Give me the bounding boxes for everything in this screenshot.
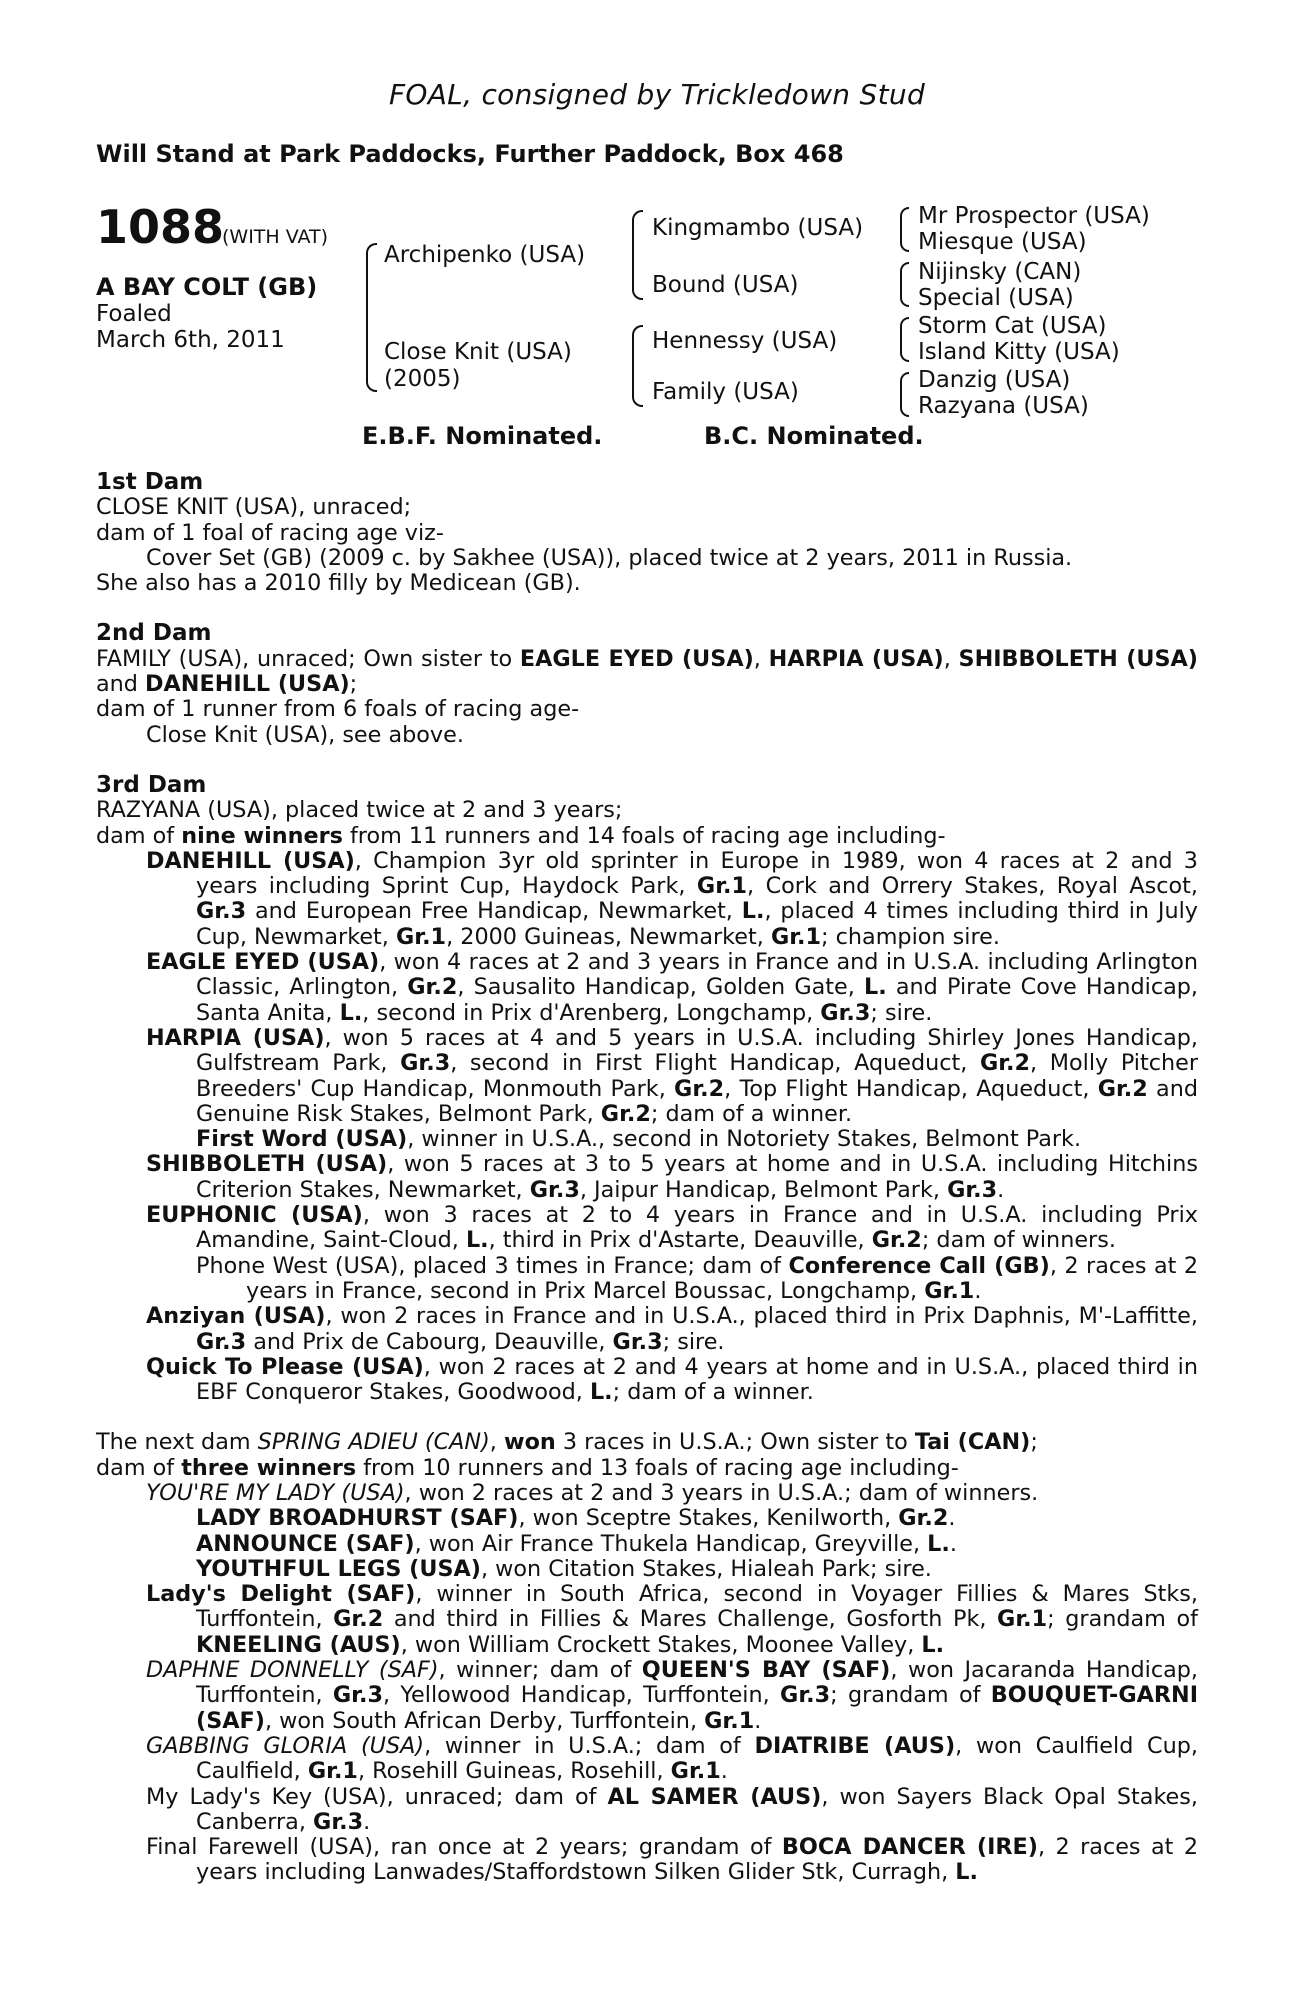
text-line: dam of three winners from 10 runners and 13 foals of racing age including-	[96, 1454, 959, 1481]
first-dam-section	[96, 470, 1198, 596]
pedigree-brace	[632, 325, 643, 407]
produce-entry: Quick To Please (USA), won 2 races at 2 and 4 years at home and in U.S.A., placed third in EBF Conqueror Stakes, Goodwood, L.; dam of a winner.	[146, 1353, 1199, 1406]
next-dam-section	[96, 1430, 1198, 1885]
produce-entry: LADY BROADHURST (SAF), won Sceptre Stakes, Kenilworth, Gr.2.	[196, 1505, 956, 1532]
foaled-label: Foaled	[96, 301, 172, 327]
text-line: Cover Set (GB) (2009 c. by Sakhee (USA)), placed twice at 2 years, 2011 in Russia.	[146, 544, 1073, 571]
text-line: dam of nine winners from 11 runners and 14 foals of racing age including-	[96, 822, 946, 849]
stand-location: Will Stand at Park Paddocks, Further Paddock, Box 468	[96, 140, 844, 168]
vat-note: (WITH VAT)	[222, 226, 329, 248]
dss: Storm Cat (USA)	[918, 313, 1107, 339]
text-line: dam of 1 foal of racing age viz-	[96, 519, 444, 546]
ssd: Miesque (USA)	[918, 229, 1087, 255]
second-dam-section	[96, 621, 1198, 747]
produce-entry: ANNOUNCE (SAF), won Air France Thukela Handicap, Greyville, L..	[196, 1530, 957, 1557]
sire-dam: Bound (USA)	[652, 272, 799, 298]
produce-entry: YOUTHFUL LEGS (USA), won Citation Stakes, Hialeah Park; sire.	[196, 1555, 932, 1582]
foaled-date: March 6th, 2011	[96, 327, 285, 353]
produce-entry: DANEHILL (USA), Champion 3yr old sprinter in Europe in 1989, won 4 races at 2 and 3 years including Sprint Cup, Haydock Park, Gr.1, Cork and Orrery Stakes, Royal Ascot, Gr.3 and European Free Handicap, Newmarket, L., placed 4 times including third in July Cup, Newmarket, Gr.1, 2000 Guineas, Newmarket, Gr.1; champion sire.	[146, 847, 1198, 950]
dam-dam: Family (USA)	[652, 379, 799, 405]
produce-entry: DAPHNE DONNELLY (SAF), winner; dam of QUEEN'S BAY (SAF), won Jacaranda Handicap, Turffontein, Gr.3, Yellowood Handicap, Turffontein, Gr.3; grandam of BOUQUET-GARNI (SAF), won South African Derby, Turffontein, Gr.1.	[146, 1657, 1198, 1734]
section-heading: 2nd Dam	[96, 620, 212, 647]
produce-entry: First Word (USA), winner in U.S.A., second in Notoriety Stakes, Belmont Park.	[196, 1126, 1082, 1153]
produce-entry: YOU'RE MY LADY (USA), won 2 races at 2 and 3 years in U.S.A.; dam of winners.	[146, 1479, 1039, 1506]
sire-sire: Kingmambo (USA)	[652, 215, 864, 241]
pedigree-brace	[900, 372, 909, 417]
text-line: The next dam SPRING ADIEU (CAN), won 3 races in U.S.A.; Own sister to Tai (CAN);	[96, 1429, 1038, 1456]
produce-entry: Final Farewell (USA), ran once at 2 years; grandam of BOCA DANCER (IRE), 2 races at 2 years including Lanwades/Staffordstown Silken Glider Stk, Curragh, L.	[146, 1834, 1199, 1886]
sire: Archipenko (USA)	[384, 242, 586, 268]
ddd: Razyana (USA)	[918, 393, 1089, 419]
dsd: Island Kitty (USA)	[918, 339, 1120, 365]
dam-sire: Hennessy (USA)	[652, 328, 838, 354]
produce-entry: Phone West (USA), placed 3 times in France; dam of Conference Call (GB), 2 races at 2 years in France, second in Prix Marcel Boussac, Longchamp, Gr.1.	[196, 1252, 1199, 1304]
produce-entry: EAGLE EYED (USA), won 4 races at 2 and 3 years in France and in U.S.A. including Arlington Classic, Arlington, Gr.2, Sausalito Handicap, Golden Gate, L. and Pirate Cove Handicap, Santa Anita, L., second in Prix d'Arenberg, Longchamp, Gr.3; sire.	[146, 949, 1198, 1026]
third-dam-section	[96, 773, 1198, 1405]
pedigree-brace	[900, 317, 909, 362]
text-line: She also has a 2010 filly by Medicean (GB).	[96, 570, 581, 597]
bc-nominated: B.C. Nominated.	[704, 422, 924, 450]
pedigree-brace	[900, 262, 909, 307]
sdd: Special (USA)	[918, 285, 1074, 311]
lot-description: A BAY COLT (GB)	[96, 273, 318, 301]
section-heading: 3rd Dam	[96, 771, 207, 798]
sss: Mr Prospector (USA)	[918, 203, 1150, 229]
section-heading: 1st Dam	[96, 469, 204, 495]
dam-history	[96, 470, 1198, 1886]
text-line: Close Knit (USA), see above.	[146, 721, 464, 748]
produce-entry: HARPIA (USA), won 5 races at 4 and 5 years in U.S.A. including Shirley Jones Handicap, Gulfstream Park, Gr.3, second in First Flight Handicap, Aqueduct, Gr.2, Molly Pitcher Breeders' Cup Handicap, Monmouth Park, Gr.2, Top Flight Handicap, Aqueduct, Gr.2 and Genuine Risk Stakes, Belmont Park, Gr.2; dam of a winner.	[146, 1024, 1199, 1127]
produce-entry: My Lady's Key (USA), unraced; dam of AL SAMER (AUS), won Sayers Black Opal Stakes, Canberra, Gr.3.	[146, 1783, 1198, 1835]
produce-entry: GABBING GLORIA (USA), winner in U.S.A.; dam of DIATRIBE (AUS), won Caulfield Cup, Caulfield, Gr.1, Rosehill Guineas, Rosehill, Gr.1.	[146, 1732, 1198, 1785]
text-paragraph: FAMILY (USA), unraced; Own sister to EAGLE EYED (USA), HARPIA (USA), SHIBBOLETH (USA) and DANEHILL (USA);	[96, 645, 1198, 698]
text-line: dam of 1 runner from 6 foals of racing age-	[96, 696, 580, 723]
produce-entry: EUPHONIC (USA), won 3 races at 2 to 4 years in France and in U.S.A. including Prix Amandine, Saint-Cloud, L., third in Prix d'Astarte, Deauville, Gr.2; dam of winners.	[146, 1202, 1198, 1254]
text-line: CLOSE KNIT (USA), unraced;	[96, 494, 412, 521]
dam-year: (2005)	[384, 366, 461, 392]
dds: Danzig (USA)	[918, 367, 1071, 393]
produce-entry: Anziyan (USA), won 2 races in France and in U.S.A., placed third in Prix Daphnis, M'-Laffitte, Gr.3 and Prix de Cabourg, Deauville, Gr.3; sire.	[146, 1303, 1198, 1355]
lot-number: 1088	[96, 200, 225, 254]
pedigree-brace	[632, 210, 643, 300]
sds: Nijinsky (CAN)	[918, 259, 1082, 285]
page-title: FOAL, consigned by Trickledown Stud	[388, 78, 926, 111]
dam: Close Knit (USA)	[384, 339, 572, 365]
pedigree-brace	[900, 207, 909, 252]
produce-entry: Lady's Delight (SAF), winner in South Africa, second in Voyager Fillies & Mares Stks, Turffontein, Gr.2 and third in Fillies & Mares Challenge, Gosforth Pk, Gr.1; grandam of KNEELING (AUS), won William Crockett Stakes, Moonee Valley, L.	[146, 1581, 1198, 1658]
ebf-nominated: E.B.F. Nominated.	[362, 422, 603, 450]
pedigree-brace	[366, 243, 377, 392]
produce-entry: SHIBBOLETH (USA), won 5 races at 3 to 5 years at home and in U.S.A. including Hitchins Criterion Stakes, Newmarket, Gr.3, Jaipur Handicap, Belmont Park, Gr.3.	[146, 1151, 1198, 1203]
text-line: RAZYANA (USA), placed twice at 2 and 3 years;	[96, 797, 623, 824]
